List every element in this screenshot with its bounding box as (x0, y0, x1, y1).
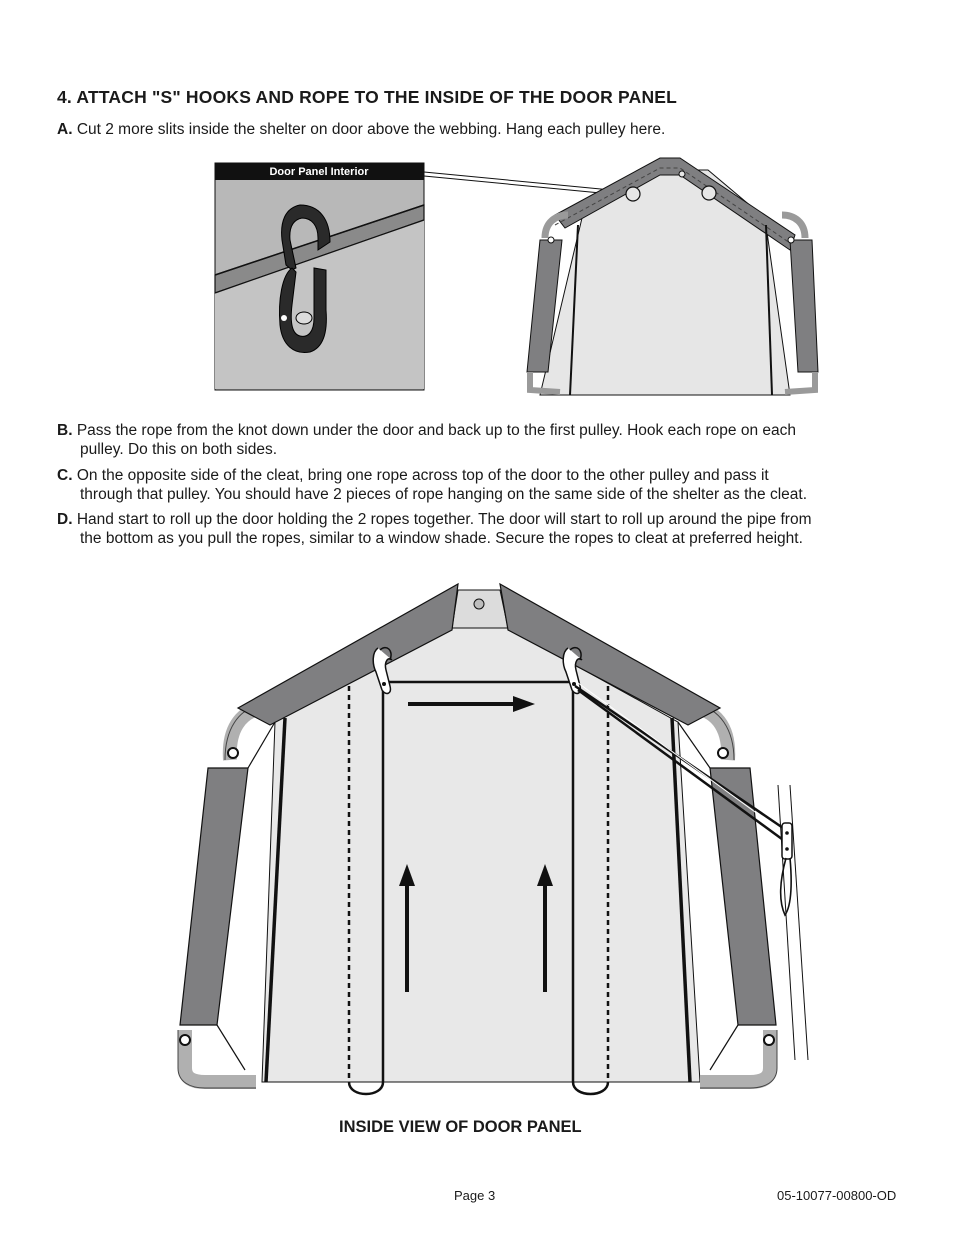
step-b (57, 421, 907, 459)
step-c-letter: C. (57, 467, 73, 484)
step-b-text-line1: Pass the rope from the knot down under the door and back up to the first pulley. Hook each rope on each (76, 422, 796, 439)
inset-title: Door Panel Interior (269, 166, 369, 178)
document-code: 05-10077-00800-OD (777, 1188, 897, 1203)
page-number: Page 3 (454, 1188, 496, 1203)
step-b-letter: B. (57, 422, 73, 439)
step-b-text-line2: pulley. Do this on both sides. (80, 441, 278, 458)
figure-caption: INSIDE VIEW OF DOOR PANEL (339, 1118, 582, 1136)
step-c-text-line1: On the opposite side of the cleat, bring one rope across top of the door to the other pulley and pass it (76, 467, 769, 484)
step-d (57, 510, 907, 548)
cleat-icon (781, 823, 792, 915)
step-d-letter: D. (57, 511, 73, 528)
step-c-text-line2: through that pulley. You should have 2 pieces of rope hanging on the same side of the shelter as the cleat. (80, 486, 807, 503)
step-c (57, 466, 907, 504)
small-shelter-diagram (527, 158, 818, 395)
step-d-text-line1: Hand start to roll up the door holding the 2 ropes together. The door will start to roll up around the pipe from (76, 511, 812, 528)
step-a-letter: A. (57, 121, 73, 138)
step-d-text-line2: the bottom as you pull the ropes, similar to a window shade. Secure the ropes to cleat at preferred height. (80, 530, 803, 547)
step-a-text: Cut 2 more slits inside the shelter on door above the webbing. Hang each pulley here. (76, 121, 666, 138)
section-heading: 4. ATTACH "S" HOOKS AND ROPE TO THE INSIDE OF THE DOOR PANEL (57, 87, 678, 107)
large-shelter-diagram (178, 584, 808, 1094)
